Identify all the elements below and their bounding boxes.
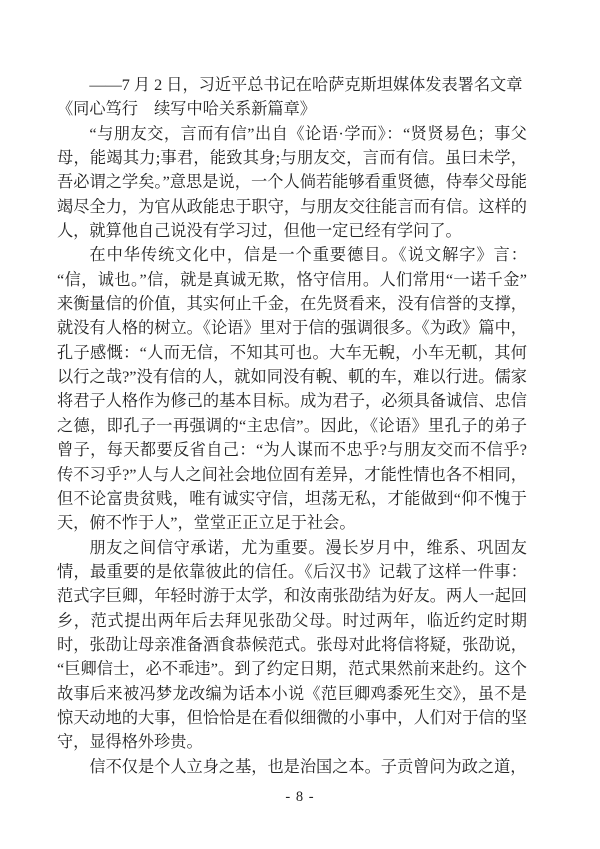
paragraph-governance: 信不仅是个人立身之基，也是治国之本。子贡曾问为政之道， xyxy=(89,757,527,776)
paragraph-friendship-story: 朋友之间信守承诺，尤为重要。漫长岁月中，维系、巩固友情，最重要的是依靠彼此的信任。《后汉书》记载了这样一件事：范式字巨卿，年轻时游于太学，和汝南张劭结为好友。两人一起回乡，范式提出两年后去拜见张劭父母。时过两年，临近约定时期时，张劭让母亲准备酒食恭候范式。张母对此将信将疑，张劭说，“巨卿信士，必不乖违”。到了约定日期，范式果然前来赴约。这个故事后来被冯梦龙改编为话本小说《范巨卿鸡黍死生交》，虽不是惊天动地的大事，但恰恰是在看似细微的小事中，人们对于信的坚守，显得格外珍贵。 xyxy=(57,538,527,752)
document-body xyxy=(57,73,527,779)
paragraph-quote-origin: “与朋友交，言而有信”出自《论语·学而》：“贤贤易色；事父母，能竭其力;事君，能致其身;与朋友交，言而有信。虽曰未学，吾必谓之学矣。”意思是说，一个人倘若能够看重贤德，侍奉父母能竭尽全力，为官从政能忠于职守，与朋友交往能言而有信。这样的人，就算他自己说没有学习过，但他一定已经有学问了。 xyxy=(57,124,527,241)
paragraph-tradition: 在中华传统文化中，信是一个重要德目。《说文解字》言：“信，诚也。”信，就是真诚无欺，恪守信用。人们常用“一诺千金”来衡量信的价值，其实何止千金，在先贤看来，没有信誉的支撑，就没有人格的树立。《论语》里对于信的强调很多。《为政》篇中，孔子感慨：“人而无信，不知其可也。大车无輗，小车无軏，其何以行之哉?”没有信的人，就如同没有輗、軏的车，难以行进。儒家将君子人格作为修己的基本目标。成为君子，必须具备诚信、忠信之德，即孔子一再强调的“主忠信”。因此，《论语》里孔子的弟子曾子，每天都要反省自己：“为人谋而不忠乎?与朋友交而不信乎?传不习乎?”人与人之间社会地位固有差异，才能性情也各不相同，但不论富贵贫贱，唯有诚实守信，坦荡无私，才能做到“仰不愧于天，俯不怍于人”，堂堂正正立足于社会。 xyxy=(57,246,527,533)
article-title-line: 《同心笃行 续写中哈关系新篇章》 xyxy=(57,100,316,119)
byline-line: ——7 月 2 日，习近平总书记在哈萨克斯坦媒体发表署名文章 xyxy=(89,76,523,94)
page-number: - 8 - xyxy=(285,789,315,805)
